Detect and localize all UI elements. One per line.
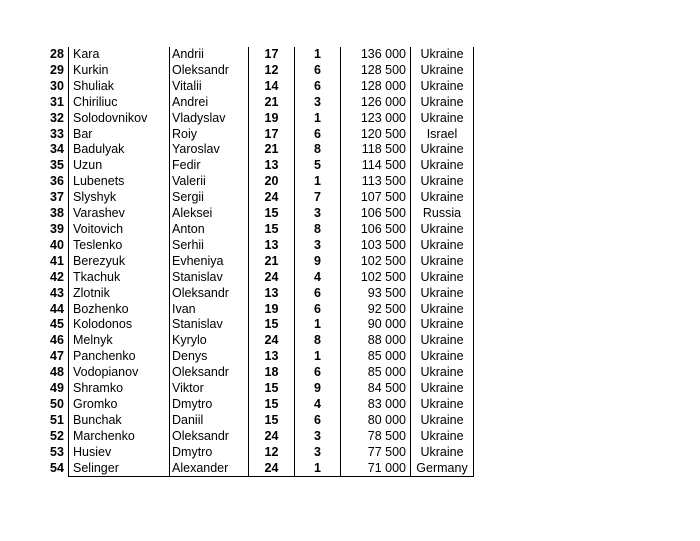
table-row (46, 158, 474, 174)
table-row (46, 365, 474, 381)
country-cell: Ukraine (411, 397, 474, 413)
last-name-cell: Marchenko (69, 429, 170, 445)
score-cell: 123 000 (341, 111, 411, 127)
score-cell: 120 500 (341, 127, 411, 143)
rank-cell: 42 (50, 269, 64, 284)
last-name-cell: Zlotnik (69, 286, 170, 302)
country-cell: Ukraine (411, 381, 474, 397)
value-b-cell: 7 (295, 190, 341, 206)
country-cell: Ukraine (411, 79, 474, 95)
value-b-cell: 6 (295, 63, 341, 79)
table-row (46, 286, 474, 302)
last-name-cell: Kurkin (69, 63, 170, 79)
value-b-cell: 8 (295, 333, 341, 349)
country-cell: Ukraine (411, 349, 474, 365)
value-b-cell: 3 (295, 95, 341, 111)
last-name-cell: Panchenko (69, 349, 170, 365)
last-name-cell: Shramko (69, 381, 170, 397)
value-b-cell: 9 (295, 254, 341, 270)
score-cell: 103 500 (341, 238, 411, 254)
country-cell: Ukraine (411, 238, 474, 254)
country-cell: Ukraine (411, 317, 474, 333)
value-a-cell: 15 (249, 206, 295, 222)
value-a-cell: 17 (249, 127, 295, 143)
rank-cell: 52 (50, 428, 64, 443)
value-a-cell: 15 (249, 222, 295, 238)
score-cell: 93 500 (341, 286, 411, 302)
rank-cell: 29 (50, 62, 64, 77)
value-b-cell: 6 (295, 127, 341, 143)
table-row (46, 413, 474, 429)
table-row (46, 270, 474, 286)
value-a-cell: 24 (249, 461, 295, 477)
score-cell: 128 000 (341, 79, 411, 95)
last-name-cell: Selinger (69, 461, 170, 477)
score-cell: 114 500 (341, 158, 411, 174)
value-a-cell: 13 (249, 349, 295, 365)
last-name-cell: Voitovich (69, 222, 170, 238)
value-a-cell: 20 (249, 174, 295, 190)
score-cell: 126 000 (341, 95, 411, 111)
country-cell: Ukraine (411, 158, 474, 174)
first-name-cell: Dmytro (170, 397, 249, 413)
value-a-cell: 21 (249, 95, 295, 111)
first-name-cell: Stanislav (170, 317, 249, 333)
last-name-cell: Shuliak (69, 79, 170, 95)
value-a-cell: 24 (249, 333, 295, 349)
last-name-cell: Melnyk (69, 333, 170, 349)
score-cell: 84 500 (341, 381, 411, 397)
rank-cell: 31 (50, 94, 64, 109)
value-b-cell: 1 (295, 47, 341, 63)
rank-cell: 41 (50, 253, 64, 268)
last-name-cell: Berezyuk (69, 254, 170, 270)
table-row (46, 381, 474, 397)
rank-cell: 45 (50, 317, 64, 332)
rank-cell: 39 (50, 221, 64, 236)
rank-cell: 49 (50, 381, 64, 396)
table-row (46, 333, 474, 349)
country-cell: Ukraine (411, 333, 474, 349)
table-row (46, 142, 474, 158)
score-cell: 102 500 (341, 270, 411, 286)
country-cell: Ukraine (411, 174, 474, 190)
last-name-cell: Varashev (69, 206, 170, 222)
score-cell: 106 500 (341, 222, 411, 238)
first-name-cell: Vitalii (170, 79, 249, 95)
table-row (46, 222, 474, 238)
rank-cell: 44 (50, 301, 64, 316)
first-name-cell: Kyrylo (170, 333, 249, 349)
country-cell: Ukraine (411, 254, 474, 270)
score-cell: 107 500 (341, 190, 411, 206)
last-name-cell: Chiriliuc (69, 95, 170, 111)
table-row (46, 302, 474, 318)
table-row (46, 461, 474, 477)
table-row (46, 397, 474, 413)
country-cell: Ukraine (411, 413, 474, 429)
score-cell: 71 000 (341, 461, 411, 477)
country-cell: Ukraine (411, 286, 474, 302)
first-name-cell: Alexander (170, 461, 249, 477)
score-cell: 113 500 (341, 174, 411, 190)
last-name-cell: Gromko (69, 397, 170, 413)
country-cell: Ukraine (411, 142, 474, 158)
value-a-cell: 15 (249, 317, 295, 333)
value-a-cell: 19 (249, 111, 295, 127)
table-row (46, 317, 474, 333)
score-cell: 118 500 (341, 142, 411, 158)
table-row (46, 206, 474, 222)
country-cell: Ukraine (411, 270, 474, 286)
country-cell: Germany (411, 461, 474, 477)
first-name-cell: Denys (170, 349, 249, 365)
value-b-cell: 3 (295, 429, 341, 445)
rank-cell: 28 (50, 47, 64, 61)
last-name-cell: Husiev (69, 445, 170, 461)
value-b-cell: 9 (295, 381, 341, 397)
country-cell: Ukraine (411, 302, 474, 318)
last-name-cell: Kolodonos (69, 317, 170, 333)
rank-cell: 38 (50, 206, 64, 221)
value-a-cell: 21 (249, 142, 295, 158)
rank-cell: 46 (50, 333, 64, 348)
last-name-cell: Lubenets (69, 174, 170, 190)
first-name-cell: Viktor (170, 381, 249, 397)
first-name-cell: Sergii (170, 190, 249, 206)
last-name-cell: Solodovnikov (69, 111, 170, 127)
value-b-cell: 6 (295, 302, 341, 318)
value-a-cell: 24 (249, 270, 295, 286)
value-a-cell: 24 (249, 429, 295, 445)
first-name-cell: Oleksandr (170, 429, 249, 445)
score-cell: 85 000 (341, 365, 411, 381)
score-cell: 102 500 (341, 254, 411, 270)
rank-cell: 47 (50, 349, 64, 364)
score-cell: 77 500 (341, 445, 411, 461)
value-b-cell: 4 (295, 270, 341, 286)
rank-cell: 37 (50, 190, 64, 205)
value-a-cell: 17 (249, 47, 295, 63)
first-name-cell: Stanislav (170, 270, 249, 286)
value-a-cell: 13 (249, 158, 295, 174)
value-b-cell: 6 (295, 365, 341, 381)
value-b-cell: 8 (295, 222, 341, 238)
score-cell: 90 000 (341, 317, 411, 333)
value-b-cell: 1 (295, 317, 341, 333)
country-cell: Ukraine (411, 365, 474, 381)
last-name-cell: Kara (69, 47, 170, 63)
rank-cell: 54 (50, 460, 64, 475)
rank-cell: 30 (50, 78, 64, 93)
value-a-cell: 15 (249, 381, 295, 397)
first-name-cell: Serhii (170, 238, 249, 254)
table-row (46, 127, 474, 143)
first-name-cell: Dmytro (170, 445, 249, 461)
rank-cell: 34 (50, 142, 64, 157)
value-b-cell: 1 (295, 174, 341, 190)
rank-cell: 50 (50, 396, 64, 411)
rank-cell: 36 (50, 174, 64, 189)
first-name-cell: Oleksandr (170, 286, 249, 302)
last-name-cell: Slyshyk (69, 190, 170, 206)
country-cell: Ukraine (411, 47, 474, 63)
rank-cell: 40 (50, 237, 64, 252)
rank-cell: 48 (50, 365, 64, 380)
first-name-cell: Ivan (170, 302, 249, 318)
last-name-cell: Uzun (69, 158, 170, 174)
rank-cell: 32 (50, 110, 64, 125)
last-name-cell: Badulyak (69, 142, 170, 158)
country-cell: Ukraine (411, 222, 474, 238)
value-a-cell: 13 (249, 238, 295, 254)
table-row (46, 349, 474, 365)
rank-cell: 51 (50, 412, 64, 427)
first-name-cell: Yaroslav (170, 142, 249, 158)
value-b-cell: 1 (295, 111, 341, 127)
table-row (46, 445, 474, 461)
value-a-cell: 12 (249, 63, 295, 79)
first-name-cell: Andrei (170, 95, 249, 111)
first-name-cell: Aleksei (170, 206, 249, 222)
score-cell: 106 500 (341, 206, 411, 222)
standings-table-body (46, 47, 474, 477)
first-name-cell: Fedir (170, 158, 249, 174)
first-name-cell: Andrii (170, 47, 249, 63)
country-cell: Ukraine (411, 190, 474, 206)
value-b-cell: 3 (295, 206, 341, 222)
score-cell: 83 000 (341, 397, 411, 413)
first-name-cell: Evheniya (170, 254, 249, 270)
last-name-cell: Vodopianov (69, 365, 170, 381)
country-cell: Ukraine (411, 95, 474, 111)
value-b-cell: 1 (295, 349, 341, 365)
rank-cell: 35 (50, 158, 64, 173)
value-a-cell: 15 (249, 397, 295, 413)
value-a-cell: 18 (249, 365, 295, 381)
first-name-cell: Oleksandr (170, 365, 249, 381)
table-row (46, 254, 474, 270)
score-cell: 80 000 (341, 413, 411, 429)
score-cell: 85 000 (341, 349, 411, 365)
table-row (46, 190, 474, 206)
rank-cell: 53 (50, 444, 64, 459)
table-row (46, 238, 474, 254)
value-a-cell: 13 (249, 286, 295, 302)
value-a-cell: 14 (249, 79, 295, 95)
value-a-cell: 21 (249, 254, 295, 270)
last-name-cell: Bozhenko (69, 302, 170, 318)
country-cell: Ukraine (411, 445, 474, 461)
first-name-cell: Anton (170, 222, 249, 238)
country-cell: Russia (411, 206, 474, 222)
rank-cell: 43 (50, 285, 64, 300)
last-name-cell: Bunchak (69, 413, 170, 429)
value-a-cell: 19 (249, 302, 295, 318)
value-b-cell: 5 (295, 158, 341, 174)
country-cell: Ukraine (411, 63, 474, 79)
value-b-cell: 3 (295, 238, 341, 254)
score-cell: 92 500 (341, 302, 411, 318)
value-a-cell: 24 (249, 190, 295, 206)
score-cell: 128 500 (341, 63, 411, 79)
value-b-cell: 3 (295, 445, 341, 461)
last-name-cell: Tkachuk (69, 270, 170, 286)
value-b-cell: 8 (295, 142, 341, 158)
table-row (46, 429, 474, 445)
table-row (46, 63, 474, 79)
country-cell: Ukraine (411, 111, 474, 127)
value-a-cell: 12 (249, 445, 295, 461)
value-b-cell: 4 (295, 397, 341, 413)
table-row (46, 47, 474, 63)
country-cell: Israel (411, 127, 474, 143)
value-b-cell: 1 (295, 461, 341, 477)
score-cell: 136 000 (341, 47, 411, 63)
last-name-cell: Bar (69, 127, 170, 143)
value-b-cell: 6 (295, 286, 341, 302)
country-cell: Ukraine (411, 429, 474, 445)
standings-table (46, 47, 474, 477)
score-cell: 88 000 (341, 333, 411, 349)
value-b-cell: 6 (295, 413, 341, 429)
last-name-cell: Teslenko (69, 238, 170, 254)
table-row (46, 79, 474, 95)
first-name-cell: Vladyslav (170, 111, 249, 127)
first-name-cell: Roiy (170, 127, 249, 143)
score-cell: 78 500 (341, 429, 411, 445)
table-row (46, 111, 474, 127)
table-row (46, 95, 474, 111)
value-a-cell: 15 (249, 413, 295, 429)
first-name-cell: Valerii (170, 174, 249, 190)
table-row (46, 174, 474, 190)
value-b-cell: 6 (295, 79, 341, 95)
rank-cell: 33 (50, 126, 64, 141)
first-name-cell: Daniil (170, 413, 249, 429)
first-name-cell: Oleksandr (170, 63, 249, 79)
